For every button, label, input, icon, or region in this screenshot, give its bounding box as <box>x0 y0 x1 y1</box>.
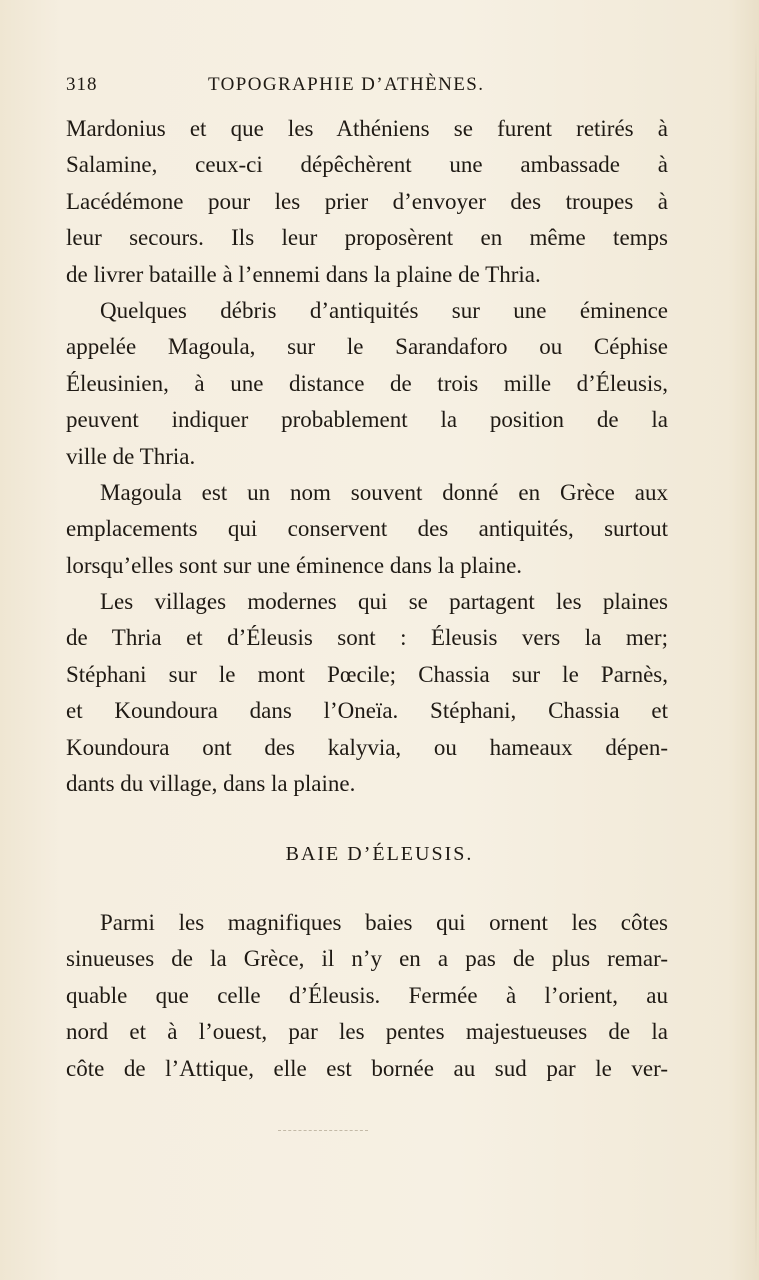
page-number: 318 <box>66 74 98 95</box>
text-line: peuvent indiquer probablement la position de la <box>66 407 668 433</box>
text-line: Quelques débris d’antiquités sur une éminence <box>100 297 668 323</box>
section-heading: BAIE D’ÉLEUSIS. <box>285 843 474 865</box>
bleed-through-mark <box>278 1130 368 1131</box>
text-line: nord et à l’ouest, par les pentes majestueuses de la <box>66 1019 668 1045</box>
text-line: de livrer bataille à l’ennemi dans la plaine de Thria. <box>66 261 541 287</box>
text-line: de Thria et d’Éleusis sont : Éleusis vers la mer; <box>66 625 668 651</box>
text-line: Salamine, ceux-ci dépêchèrent une ambassade à <box>66 152 668 178</box>
text-line: Lacédémone pour les prier d’envoyer des troupes à <box>66 188 668 214</box>
text-line: et Koundoura dans l’Oneïa. Stéphani, Chassia et <box>66 698 668 724</box>
text-line: dants du village, dans la plaine. <box>66 771 356 797</box>
text-line: lorsqu’elles sont sur une éminence dans la plaine. <box>66 552 523 578</box>
text-line: Stéphani sur le mont Pœcile; Chassia sur le Parnès, <box>66 661 668 687</box>
running-title: TOPOGRAPHIE D’ATHÈNES. <box>208 74 485 95</box>
page-edge-shadow <box>755 40 757 1270</box>
section-text-thria <box>66 111 668 802</box>
text-line: Koundoura ont des kalyvia, ou hameaux dépen- <box>66 734 668 760</box>
section-text-eleusis-bay <box>66 905 668 1087</box>
text-line: ville de Thria. <box>66 443 196 469</box>
text-line: quable que celle d’Éleusis. Fermée à l’orient, au <box>66 982 668 1008</box>
text-line: Mardonius et que les Athéniens se furent retirés à <box>66 116 668 141</box>
page-header <box>66 74 676 102</box>
text-line: Les villages modernes qui se partagent les plaines <box>100 589 668 615</box>
text-line: Parmi les magnifiques baies qui ornent les côtes <box>100 910 668 935</box>
text-line: côte de l’Attique, elle est bornée au sud par le ver- <box>66 1055 668 1081</box>
text-line: leur secours. Ils leur proposèrent en même temps <box>66 225 668 251</box>
text-line: sinueuses de la Grèce, il n’y en a pas de plus remar- <box>66 946 668 972</box>
text-line: appelée Magoula, sur le Sarandaforo ou Céphise <box>66 334 668 360</box>
text-line: Magoula est un nom souvent donné en Grèce aux <box>100 479 668 505</box>
text-line: emplacements qui conservent des antiquités, surtout <box>66 516 668 542</box>
text-line: Éleusinien, à une distance de trois mille d’Éleusis, <box>66 370 668 396</box>
